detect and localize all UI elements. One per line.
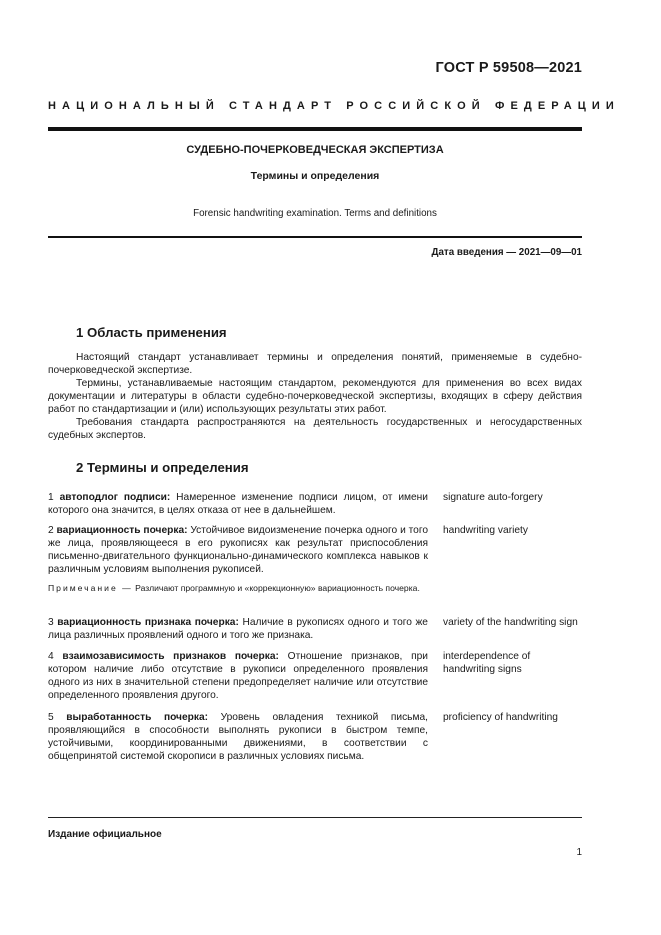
page-number: 1 xyxy=(576,847,582,858)
header-divider-thick xyxy=(48,127,582,131)
term-name: вариационность почерка: xyxy=(56,525,188,536)
term-number: 3 xyxy=(48,617,54,628)
official-edition-label: Издание официальное xyxy=(48,829,162,840)
term-note xyxy=(48,583,428,594)
term-text: Устойчивое видоизменение почерка одного и того же лица, проявляющееся в его рукописях как результат приспособления письменно-двигательного функционально-динамического комплекса навыков к различным условиям выполнения рукописей. xyxy=(48,525,429,575)
term-english: proficiency of handwriting xyxy=(443,712,558,723)
document-subtitle: Термины и определения xyxy=(250,170,380,182)
term-number: 4 xyxy=(48,651,54,662)
section-2-heading: 2 Термины и определения xyxy=(76,460,249,475)
term-name: вариационность признака почерка: xyxy=(57,617,239,628)
note-text: Различают программную и «коррекционную» вариационность почерка. xyxy=(135,583,420,593)
section-1-heading: 1 Область применения xyxy=(76,325,227,340)
term-definition xyxy=(48,491,428,517)
document-title-english: Forensic handwriting examination. Terms and definitions xyxy=(193,208,437,219)
term-text: Уровень овладения техникой письма, проявляющийся в способности выполнять рукописи в быстром темпе, устойчивыми, координированными движениями, в соответствии с общепринятой системой скорописи в различных условиях письма. xyxy=(48,712,428,762)
paragraph: Термины, устанавливаемые настоящим стандартом, рекомендуются для применения во всех видах документации и литературы в области судебно-почерковедческой экспертизы, входящих в сферу действия работ по стандартизации и (или) использующих результаты этих работ. xyxy=(48,378,582,415)
term-text: Наличие в рукописях одного и того же лица различных проявлений одного и того же признака. xyxy=(48,617,428,641)
document-title: СУДЕБНО-ПОЧЕРКОВЕДЧЕСКАЯ ЭКСПЕРТИЗА xyxy=(186,144,444,156)
term-name: выработанность почерка: xyxy=(66,712,209,723)
term-english: signature auto-forgery xyxy=(443,492,543,503)
term-name: взаимозависимость признаков почерка: xyxy=(62,651,279,662)
term-definition xyxy=(48,711,428,763)
term-definition xyxy=(48,650,428,702)
section-1-body xyxy=(48,351,582,442)
term-name: автоподлог подписи: xyxy=(59,492,171,503)
term-text: Намеренное изменение подписи лицом, от имени которого она значится, в целях отказа от нее в дальнейшем. xyxy=(48,492,428,516)
paragraph: Требования стандарта распространяются на деятельность государственных и негосударственных судебных экспертов. xyxy=(48,417,582,441)
term-definition xyxy=(48,524,428,576)
term-number: 5 xyxy=(48,712,54,723)
term-english: handwriting variety xyxy=(443,525,528,536)
note-label: Примечание — xyxy=(48,583,133,593)
term-english: interdependence of handwriting signs xyxy=(443,651,531,675)
term-number: 1 xyxy=(48,492,54,503)
term-english: variety of the handwriting sign xyxy=(443,617,578,628)
paragraph: Настоящий стандарт устанавливает термины и определения понятий, применяемые в судебно-почерковедческой экспертизе. xyxy=(48,352,582,376)
term-text: Отношение признаков, при котором наличие либо отсутствие в рукописи определенного проявления одного из них в значительной степени предопределяет наличие или отсутствие определенного проявления другого. xyxy=(48,651,428,701)
document-code: ГОСТ Р 59508—2021 xyxy=(435,60,582,76)
term-number: 2 xyxy=(48,525,54,536)
header-divider-thin xyxy=(48,236,582,238)
footer-divider xyxy=(48,817,582,818)
term-definition xyxy=(48,616,428,642)
national-standard-banner: НАЦИОНАЛЬНЫЙ СТАНДАРТ РОССИЙСКОЙ ФЕДЕРАЦИИ xyxy=(48,100,620,112)
intro-date: Дата введения — 2021—09—01 xyxy=(431,247,582,258)
